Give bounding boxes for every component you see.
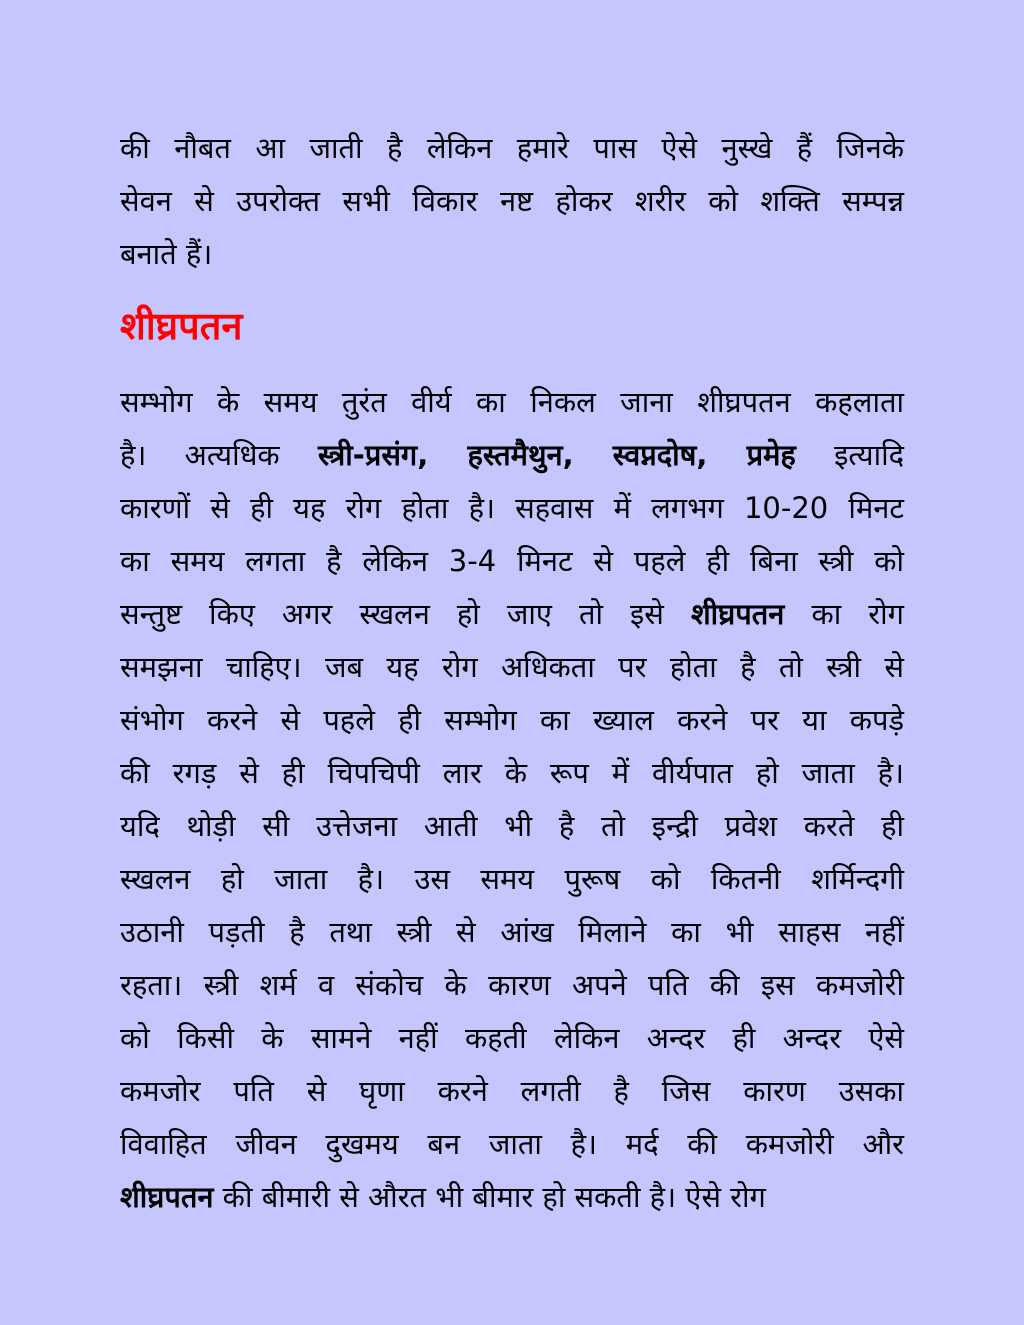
section-paragraph [120,376,904,1224]
text-line: सम्भोग के समय तुरंत वीर्य का निकल जाना शीघ्रपतन कहलाता [120,385,904,419]
text-line: की रगड़ से ही चिपचिपी लार के रूप में वीर्यपात हो जाता है। [120,756,904,790]
text-line: उठानी पड़ती है तथा स्त्री से आंख मिलाने का भी साहस नहीं [120,915,904,949]
text-run: सन्तुष्ट किए अगर स्खलन हो जाए तो इसे [120,597,691,631]
text-line: को किसी के सामने नहीं कहती लेकिन अन्दर ही अन्दर ऐसे [120,1021,904,1055]
text-line: कारणों से ही यह रोग होता है। सहवास में लगभग 10-20 मिनट [120,491,904,525]
text-line: विवाहित जीवन दुखमय बन जाता है। मर्द की कमजोरी और [120,1127,904,1161]
text-line [120,1171,904,1224]
text-line: सेवन से उपरोक्त सभी विकार नष्ट होकर शरीर को शक्ति सम्पन्न [120,184,904,218]
section-heading: शीघ्रपतन [120,304,243,348]
bold-term: शीघ्रपतन [120,1180,214,1214]
text-line: का समय लगता है लेकिन 3-4 मिनट से पहले ही बिना स्त्री को [120,544,904,578]
text-line: रहता। स्त्री शर्म व संकोच के कारण अपने पति की इस कमजोरी [120,968,904,1002]
bold-term: शीघ्रपतन [690,597,785,631]
text-line [120,588,904,641]
text-run: का रोग [784,597,904,631]
text-run: है। अत्यधिक [120,438,318,472]
text-line: यदि थोड़ी सी उत्तेजना आती भी है तो इन्द्री प्रवेश करते ही [120,809,904,843]
text-line [120,429,904,482]
text-run: की बीमारी से औरत भी बीमार हो सकती है। ऐसे रोग [213,1180,766,1214]
text-line: स्खलन हो जाता है। उस समय पुरूष को कितनी शर्मिन्दगी [120,862,904,896]
text-line: कमजोर पति से घृणा करने लगती है जिस कारण उसका [120,1074,904,1108]
text-run: इत्यादि [795,438,904,472]
text-line: की नौबत आ जाती है लेकिन हमारे पास ऐसे नुस्खे हैं जिनके [120,131,904,165]
text-line: बनाते हैं। [120,237,213,271]
bold-term: स्त्री-प्रसंग, हस्तमैथुन, स्वप्नदोष, प्रमेह [317,438,796,472]
text-line: समझना चाहिए। जब यह रोग अधिकता पर होता है तो स्त्री से [120,650,904,684]
intro-paragraph [120,122,904,281]
text-line: संभोग करने से पहले ही सम्भोग का ख्याल करने पर या कपड़े [120,703,904,737]
